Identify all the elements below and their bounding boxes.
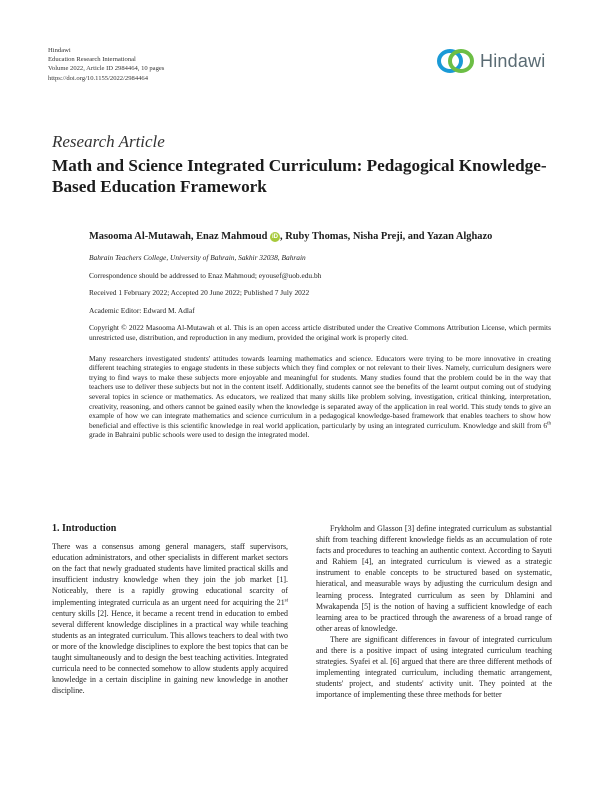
intro-paragraph-2: Frykholm and Glasson [3] define integrated curriculum as substantial shift from teaching different knowledge fields as an accumulation of rote facts and procedures to teaching an authentic context. According to Sayuti and Rahiem [4], an integrated curriculum is viewed as a strategic instrument to enable concepts to be structured based on systematic, hieratical, and measurable ways by adjusting the curriculum design and learning process. Integrated curriculum as seen by Dhlamini and Mwakapenda [5] is the notion of having a sufficient knowledge of each learning area to be practiced through the awareness of a broad range of other areas of knowledge.: [316, 524, 552, 633]
copyright-notice: Copyright © 2022 Masooma Al-Mutawah et al. This is an open access article distributed under the Creative Commons Attribution License, which permits unrestricted use, distribution, and reproduction in any medium, provided the original work is properly cited.: [89, 323, 551, 342]
affiliation: Bahrain Teachers College, University of Bahrain, Sakhir 32038, Bahrain: [89, 253, 306, 262]
intro-text-1b: century skills [2]. Hence, it became a recent trend in education to embed several different knowledge disciplines in a practical way while teaching students as an integrated curriculum. This allows teachers to deal with two or more of the knowledge disciplines to explore the best topics that can be taught simultaneously and to design the best teaching activities. Integrated curricula need to be connected somehow to allow students apply acquired knowledge in a certain discipline in gaining new knowledge in another discipline.: [52, 608, 288, 696]
intro-paragraph-3: There are significant differences in favour of integrated curriculum and there is a positive impact of using integrated curriculum teaching strategies. Syafei et al. [6] argued that there are three different methods of implementing integrated curriculum, including thematic arrangement, students' project, and students' activity unit. They pointed at the importance of implementing these three methods for better: [316, 634, 552, 700]
volume-line: Volume 2022, Article ID 2984464, 10 pages: [48, 65, 165, 73]
journal-name: Education Research International: [48, 56, 136, 64]
hindawi-logo[interactable]: [436, 46, 552, 76]
logo-text: Hindawi: [480, 50, 546, 71]
intro-paragraph-1: [52, 541, 288, 696]
front-matter: [89, 230, 551, 440]
section-heading-introduction: 1. Introduction: [52, 523, 117, 534]
abstract: [89, 354, 551, 440]
orcid-icon[interactable]: iD: [272, 234, 278, 240]
paper-title: Math and Science Integrated Curriculum: Pedagogical Knowledge-Based Education Framework: [52, 156, 547, 196]
doi-link[interactable]: https://doi.org/10.1155/2022/2984464: [48, 74, 149, 82]
correspondence: Correspondence should be addressed to Enaz Mahmoud; eyousef@uob.edu.bh: [89, 270, 322, 280]
academic-editor: Academic Editor: Edward M. Adlaf: [89, 305, 195, 315]
authors-part1: Masooma Al-Mutawah, Enaz Mahmoud: [89, 231, 268, 242]
intro-superscript: st: [284, 597, 288, 603]
abstract-text-2: grade in Bahraini public schools were used to design the integrated model.: [89, 430, 310, 440]
abstract-text-1: Many researchers investigated students' attitudes towards learning mathematics and science. Educators were trying to be more innovative in creating different teaching strategies to engage students in these subjects which they find complex or not relevant to their lives. Namely, curriculum designers were trying to find ways to make these subjects more enjoyable and meaningful for students. Many studies found that the problem could be in the way that teachers use to deliver these subjects but not in the content itself. Additionally, students cannot see the benefits of the learnt output coming out of studying several topics in science or mathematics. As educators, we realized that many skills like problem solving, investigation, critical thinking, interpretation, creativity, reasoning, and others cannot be gained easily when the knowledge is separated away of the application in real world. This study tends to give an example of how we can integrate mathematics and science curriculum in a pedagogical knowledge-based framework that enables teachers to show how beneficial and effective is this scientific knowledge in real world application, particularly by using an integrated curriculum. Knowledge and skill from 6: [89, 353, 551, 430]
article-type: Research Article: [52, 132, 165, 151]
authors-part2: , Ruby Thomas, Nisha Preji, and Yazan Alghazo: [280, 231, 493, 242]
body-column-right: [316, 523, 552, 701]
author-list: [89, 230, 551, 244]
intro-text-1a: There was a consensus among general managers, staff supervisors, education administrators, and other specialists in different market sectors on the fact that newly graduated students have limited practical skills and insufficient industry knowledge when they join the job market [1]. Noticeably, there is a rapidly growing educational scarcity of implementing integrated curricula as an urgent need for acquiring the 21: [52, 542, 288, 607]
abstract-superscript: th: [547, 421, 551, 427]
body-column-left: [52, 523, 288, 696]
dates: Received 1 February 2022; Accepted 20 June 2022; Published 7 July 2022: [89, 288, 310, 298]
publisher-name: Hindawi: [48, 47, 71, 54]
hindawi-rings-logo-icon: [436, 47, 476, 75]
journal-meta: [48, 46, 164, 83]
